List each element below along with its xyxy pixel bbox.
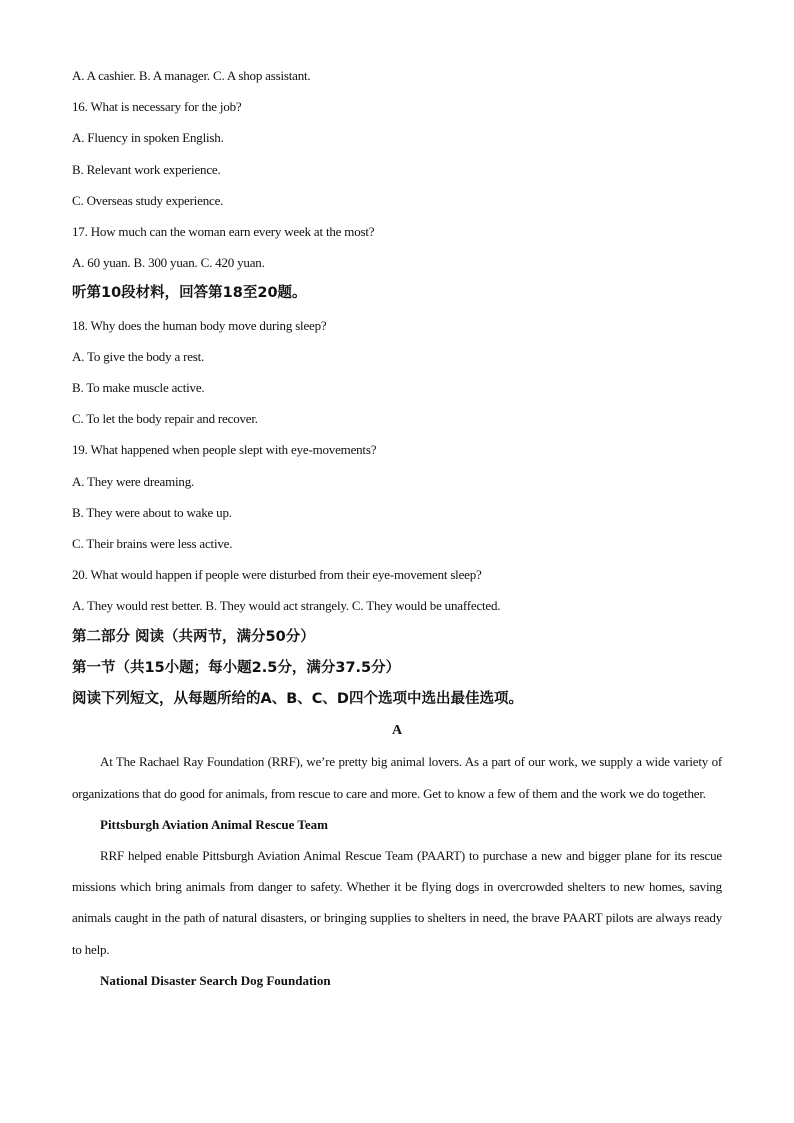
question-20-options: A. They would rest better. B. They would act strangely. C. They would be unaffected. — [72, 598, 501, 614]
question-19-option-a: A. They were dreaming. — [72, 473, 195, 489]
question-16-option-a: A. Fluency in spoken English. — [72, 130, 224, 146]
question-18-option-b: B. To make muscle active. — [72, 380, 205, 396]
question-17: 17. How much can the woman earn every week at the most? — [72, 224, 375, 240]
question-18-option-c: C. To let the body repair and recover. — [72, 411, 258, 427]
document-page — [72, 60, 722, 996]
question-18-option-a: A. To give the body a rest. — [72, 348, 205, 364]
question-19: 19. What happened when people slept with eye-movements? — [72, 442, 377, 458]
part-2-heading: 第二部分 阅读（共两节，满分50分） — [72, 628, 315, 645]
question-16-option-b: B. Relevant work experience. — [72, 161, 221, 177]
question-19-option-c: C. Their brains were less active. — [72, 536, 233, 552]
paart-paragraph: RRF helped enable Pittsburgh Aviation Animal Rescue Team (PAART) to purchase a new and bigger plane for its rescue missions which bring animals from danger to safety. Whether it be flying dogs in overcrowded shelters to new homes, saving animals caught in the path of natural disasters, or bringing supplies to shelters in need, the brave PAART pilots are always ready to help. — [72, 848, 722, 957]
reading-instructions: 阅读下列短文，从每题所给的A、B、C、D四个选项中选出最佳选项。 — [72, 691, 523, 708]
question-20: 20. What would happen if people were disturbed from their eye-movement sleep? — [72, 567, 482, 583]
question-15-options: A. A cashier. B. A manager. C. A shop assistant. — [72, 68, 311, 83]
passage-intro-paragraph: At The Rachael Ray Foundation (RRF), we’re pretty big animal lovers. As a part of our work, we supply a wide variety of organizations that do good for animals, from rescue to care and more. Get to know a few of them and the work we do together. — [72, 754, 722, 801]
question-19-option-b: B. They were about to wake up. — [72, 504, 232, 520]
question-17-options: A. 60 yuan. B. 300 yuan. C. 420 yuan. — [72, 255, 265, 271]
question-18: 18. Why does the human body move during sleep? — [72, 317, 327, 333]
subheading-search-dog: National Disaster Search Dog Foundation — [100, 972, 331, 988]
question-16: 16. What is necessary for the job? — [72, 99, 242, 115]
section-10-heading: 听第10段材料，回答第18至20题。 — [72, 285, 307, 302]
passage-letter: A — [391, 723, 403, 739]
question-16-option-c: C. Overseas study experience. — [72, 192, 224, 208]
section-1-heading: 第一节（共15小题；每小题2.5分，满分37.5分） — [72, 659, 401, 676]
subheading-paart: Pittsburgh Aviation Animal Rescue Team — [100, 816, 329, 832]
